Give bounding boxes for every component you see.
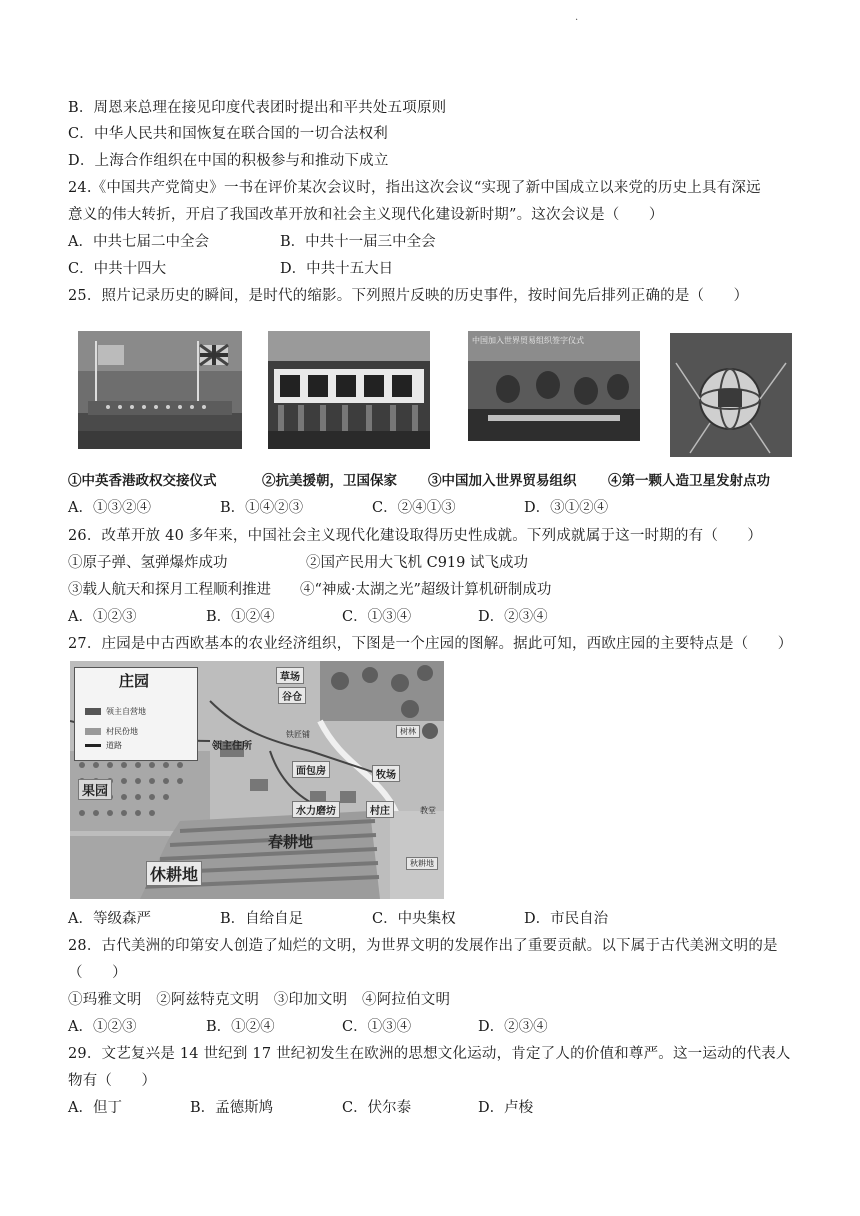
q26-option-c: C．①③④: [342, 609, 412, 625]
q29-option-d: D．卢梭: [478, 1100, 534, 1116]
photo-korean-war-rally: [268, 331, 430, 449]
q25-option-a: A．①③②④: [68, 500, 151, 516]
q29-stem-line2: 物有（ ）: [68, 1073, 157, 1089]
page-dot: .: [575, 12, 579, 23]
q28-option-b: B．①②④: [206, 1019, 275, 1035]
q24-stem-line2: 意义的伟大转折，开启了我国改革开放和社会主义现代化建设新时期”。这次会议是（ ）: [68, 207, 664, 223]
q26-option-b: B．①②④: [206, 609, 275, 625]
photo-first-satellite: [670, 333, 792, 457]
q23-option-c: C．中华人民共和国恢复在联合国的一切合法权利: [68, 126, 388, 142]
q29-option-b: B．孟德斯鸠: [190, 1100, 274, 1116]
q29-stem-line1: 29．文艺复兴是 14 世纪到 17 世纪初发生在欧洲的思想文化运动，肯定了人的价值和尊严。这一运动的代表人: [68, 1046, 791, 1062]
q25-caption-2: ②抗美援朝，卫国保家: [262, 473, 397, 489]
legend-label-road: 道路: [106, 741, 122, 750]
map-legend: [74, 667, 198, 761]
q24-option-d: D．中共十五大日: [280, 261, 394, 277]
legend-label-villager-land: 村民份地: [106, 727, 138, 736]
q24-option-b: B．中共十一届三中全会: [280, 234, 436, 250]
q25-caption-1: ①中英香港政权交接仪式: [68, 473, 217, 489]
q25-option-c: C．②④①③: [372, 500, 456, 516]
q23-option-b: B．周恩来总理在接见印度代表团时提出和平共处五项原则: [68, 100, 447, 116]
map-label-autumn-field: 秋耕地: [406, 857, 438, 870]
q26-item-2: ②国产民用大飞机 C919 试飞成功: [306, 555, 528, 571]
q29-option-c: C．伏尔泰: [342, 1100, 412, 1116]
q28-option-c: C．①③④: [342, 1019, 412, 1035]
q27-stem: 27．庄园是中古西欧基本的农业经济组织，下图是一个庄园的图解。据此可知，西欧庄园的主要特点是（ ）: [68, 636, 793, 652]
q23-option-d: D．上海合作组织在中国的积极参与和推动下成立: [68, 153, 389, 169]
q25-caption-4: ④第一颗人造卫星发射点功: [608, 473, 770, 489]
q28-option-a: A．①②③: [68, 1019, 137, 1035]
q26-item-1: ①原子弹、氢弹爆炸成功: [68, 555, 228, 571]
legend-item-villager-land: [85, 726, 138, 737]
legend-label-lord-demesne: 领主自营地: [106, 707, 146, 716]
map-label-smithy: 铁匠铺: [286, 730, 310, 739]
map-label-pasture: 草场: [276, 667, 304, 684]
map-label-fallow: 休耕地: [146, 861, 202, 886]
q24-stem-line1: 24.《中国共产党简史》一书在评价某次会议时，指出这次会议“实现了新中国成立以来党的历史上具有深远: [68, 180, 761, 196]
photo-wto-banner-text: 中国加入世界贸易组织签字仪式: [472, 336, 584, 345]
q24-option-a: A．中共七届二中全会: [68, 234, 209, 250]
photo-hk-handover: [78, 331, 242, 449]
q25-stem: 25．照片记录历史的瞬间，是时代的缩影。下列照片反映的历史事件，按时间先后排列正确的是（ ）: [68, 288, 749, 304]
photo-wto-signing: [468, 331, 640, 441]
map-label-church: 教堂: [420, 806, 436, 815]
legend-item-lord-demesne: [85, 706, 146, 717]
q28-stem-line1: 28．古代美洲的印第安人创造了灿烂的文明，为世界文明的发展作出了重要贡献。以下属于古代美洲文明的是: [68, 938, 778, 954]
q25-option-d: D．③①②④: [524, 500, 609, 516]
q27-option-a: A．等级森严: [68, 911, 151, 927]
map-label-spring-field: 春耕地: [268, 833, 314, 851]
q25-caption-3: ③中国加入世界贸易组织: [428, 473, 577, 489]
q29-option-a: A．但丁: [68, 1100, 122, 1116]
q27-option-c: C．中央集权: [372, 911, 456, 927]
q26-option-a: A．①②③: [68, 609, 137, 625]
q27-option-d: D．市民自治: [524, 911, 609, 927]
map-label-ranch: 牧场: [372, 765, 400, 782]
map-label-bakery: 面包房: [292, 761, 330, 778]
q28-stem-line2: （ ）: [68, 965, 127, 981]
map-label-lord-house: 领主住所: [212, 741, 252, 752]
q26-item-4: ④“神威·太湖之光”超级计算机研制成功: [300, 582, 552, 598]
q28-items: ①玛雅文明 ②阿兹特克文明 ③印加文明 ④阿拉伯文明: [68, 992, 451, 1008]
q26-option-d: D．②③④: [478, 609, 548, 625]
q26-item-3: ③载人航天和探月工程顺利推进: [68, 582, 271, 598]
q24-option-c: C．中共十四大: [68, 261, 167, 277]
q28-option-d: D．②③④: [478, 1019, 548, 1035]
map-label-granary: 谷仓: [278, 687, 306, 704]
legend-title: 庄园: [119, 672, 150, 690]
map-label-forest: 树林: [396, 725, 420, 738]
map-label-mill: 水力磨坊: [292, 801, 340, 818]
legend-item-road: [85, 740, 122, 751]
manor-map: [70, 661, 444, 899]
map-label-orchard: 果园: [78, 779, 112, 800]
q26-stem: 26．改革开放 40 多年来，中国社会主义现代化建设取得历史性成就。下列成就属于这一时期的有（ ）: [68, 528, 763, 544]
map-label-village: 村庄: [366, 801, 394, 818]
q27-option-b: B．自给自足: [220, 911, 304, 927]
q25-option-b: B．①④②③: [220, 500, 304, 516]
